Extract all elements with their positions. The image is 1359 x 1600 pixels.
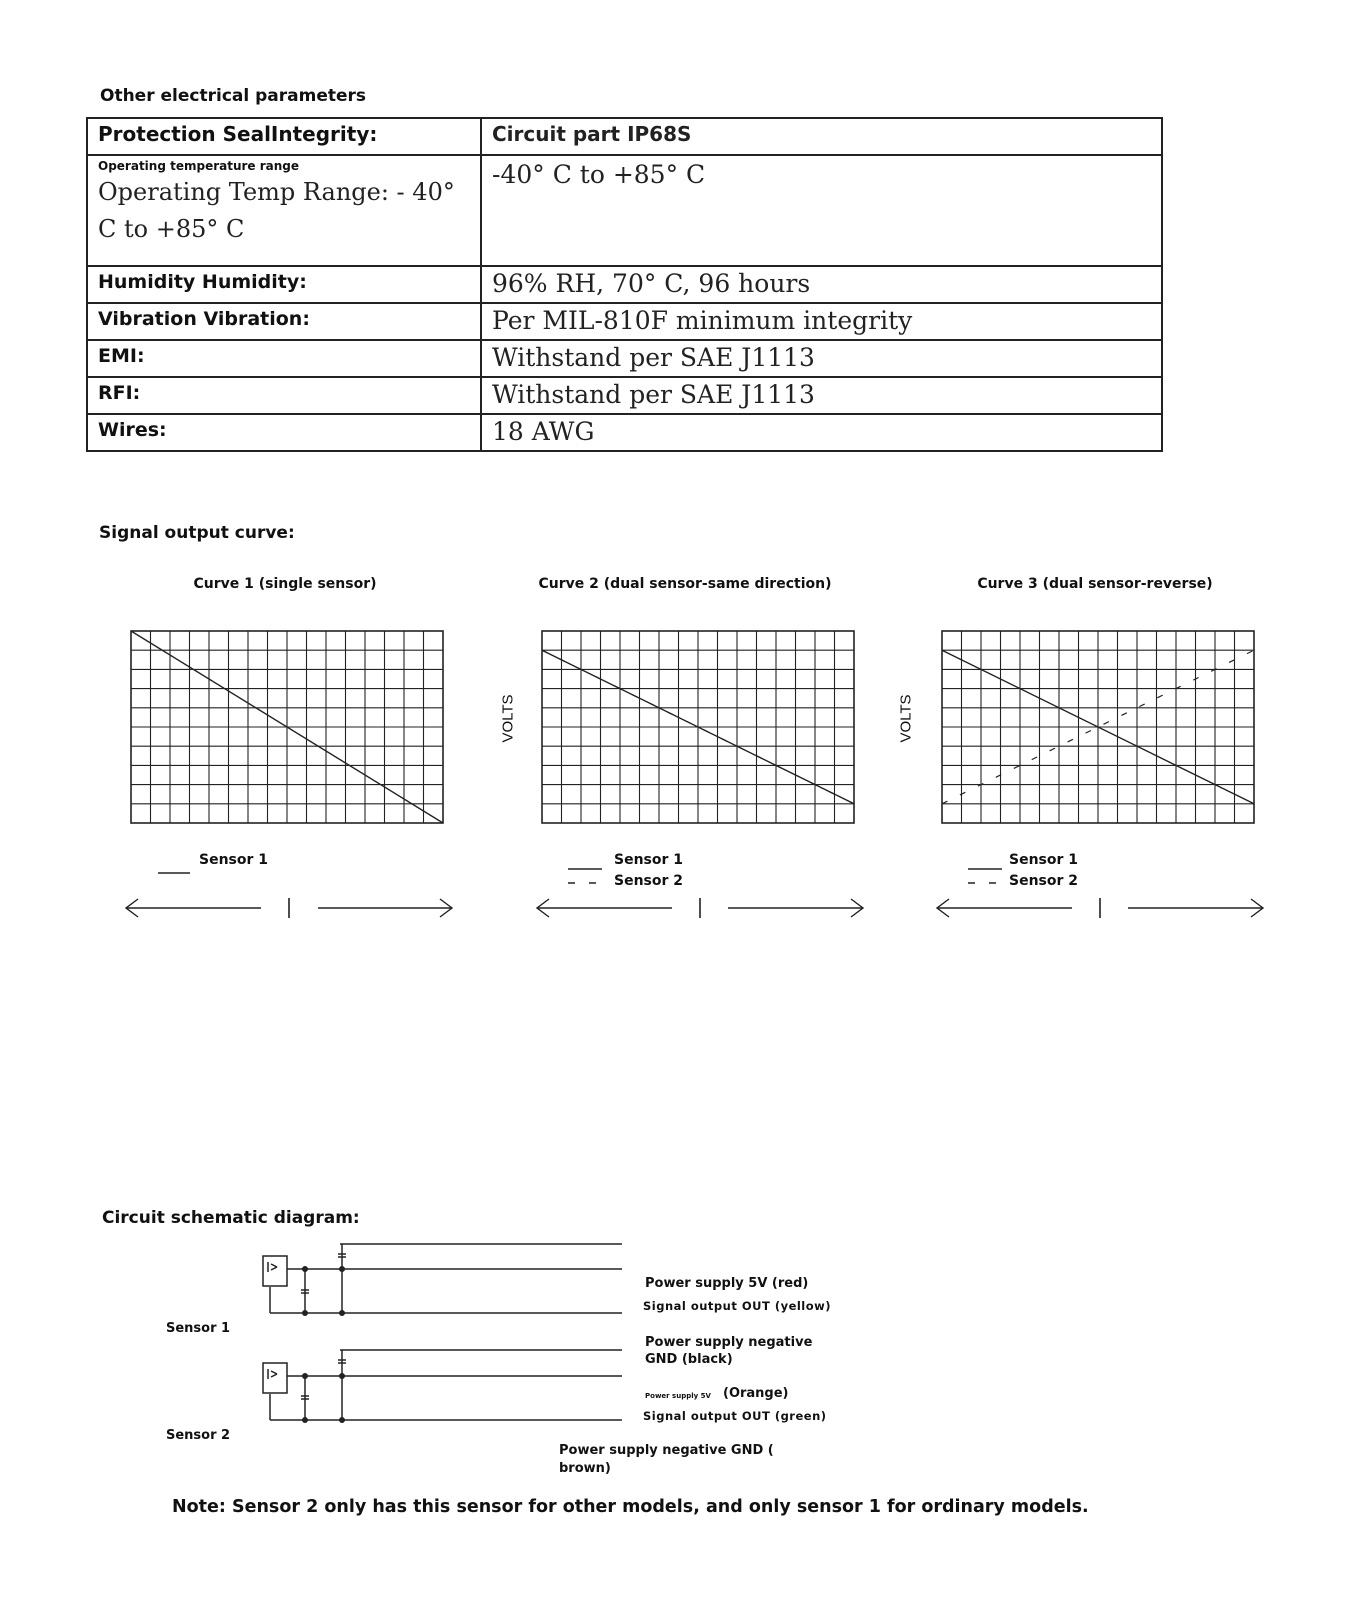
curve3-title: Curve 3 (dual sensor-reverse) (977, 576, 1213, 592)
param-value: Per MIL-810F minimum integrity (481, 303, 1162, 340)
signal-title: Signal output curve: (99, 523, 295, 543)
curve1-title: Curve 1 (single sensor) (193, 576, 377, 592)
param-key: EMI: (87, 340, 481, 377)
param-value: 96% RH, 70° C, 96 hours (481, 266, 1162, 303)
curve2-legend-sensor2: Sensor 2 (614, 873, 684, 889)
volts-label: VOLTS (897, 694, 915, 743)
curve3-legend-sensor2: Sensor 2 (1009, 873, 1079, 889)
param-key-small: Operating temperature range (98, 159, 300, 173)
sensor2-chip-icon (263, 1363, 287, 1393)
param-value: Circuit part IP68S (481, 118, 1162, 155)
curve2-legend-sensor1: Sensor 1 (614, 852, 684, 868)
wire-label: GND (black) (645, 1352, 733, 1367)
curve2-title: Curve 2 (dual sensor-same direction) (538, 576, 832, 592)
param-value: 18 AWG (481, 414, 1162, 451)
wire-label: brown) (559, 1461, 611, 1476)
curve1-legend-sensor1: Sensor 1 (199, 852, 269, 868)
schematic-title: Circuit schematic diagram: (102, 1208, 360, 1228)
param-value: -40° C to +85° C (481, 155, 1162, 266)
param-key: Vibration Vibration: (87, 303, 481, 340)
param-key: RFI: (87, 377, 481, 414)
param-key-serif: Operating Temp Range: - 40° C to +85° C (98, 178, 455, 243)
wire-label: (Orange) (723, 1386, 789, 1401)
wire-label: Power supply 5V (red) (645, 1276, 809, 1291)
wire-label: Signal output OUT (green) (643, 1409, 827, 1423)
wire-label-small: Power supply 5V (645, 1392, 711, 1400)
volts-label: VOLTS (499, 694, 517, 743)
sensor1-chip-icon (263, 1256, 287, 1286)
param-key: Protection SealIntegrity: (87, 118, 481, 155)
wire-label: Signal output OUT (yellow) (643, 1299, 832, 1313)
note-text: Note: Sensor 2 only has this sensor for other models, and only sensor 1 for ordinary models. (172, 1497, 1089, 1517)
schematic-sensor2-label: Sensor 2 (166, 1428, 231, 1443)
param-value: Withstand per SAE J1113 (481, 377, 1162, 414)
param-value: Withstand per SAE J1113 (481, 340, 1162, 377)
wire-label: Power supply negative (645, 1335, 813, 1350)
curve3-legend-sensor1: Sensor 1 (1009, 852, 1079, 868)
params-title: Other electrical parameters (100, 86, 367, 106)
param-key: Humidity Humidity: (87, 266, 481, 303)
schematic-svg (0, 1230, 700, 1460)
param-key: Wires: (87, 414, 481, 451)
wire-label: Power supply negative GND ( (559, 1443, 774, 1458)
schematic-sensor1-label: Sensor 1 (166, 1321, 231, 1336)
legend-swatches (158, 869, 1002, 883)
direction-arrows (126, 898, 1263, 918)
